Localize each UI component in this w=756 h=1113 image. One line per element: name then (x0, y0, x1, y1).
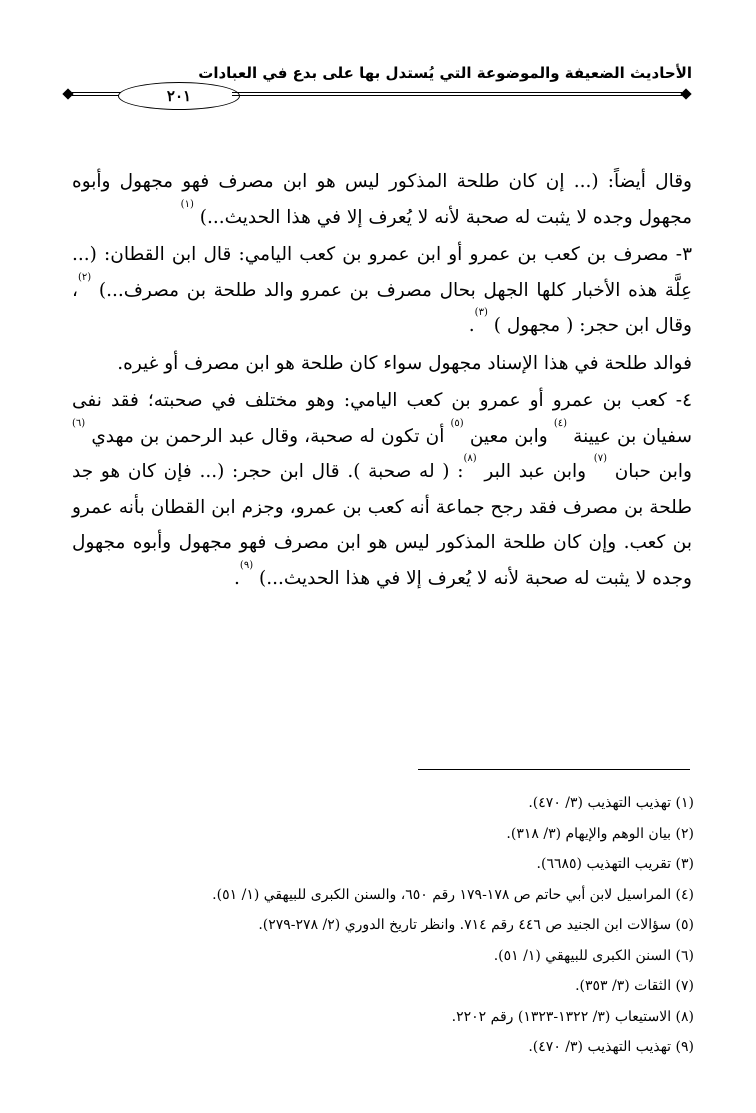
footnote-3: (٣) تقريب التهذيب (٦٦٨٥). (536, 856, 694, 872)
footnote-ref-1: (١) (180, 198, 194, 210)
paragraph-4-text-d: وابن حبان (614, 461, 692, 482)
footnote-8: (٨) الاستيعاب (٣/ ١٣٢٢-١٣٢٣) رقم ٢٢٠٢. (451, 1008, 694, 1025)
paragraph-1-text: وقال أيضاً: (... إن كان طلحة المذكور ليس هو ابن مصرف فهو مجهول وأبوه مجهول وجده لا يثبت له صحبة لأنه لا يُعرف إلا في هذا الحديث...) (72, 171, 692, 228)
footnote-separator (418, 769, 690, 770)
footnote-1: (١) تهذيب التهذيب (٣/ ٤٧٠). (528, 795, 694, 811)
paragraph-3: فوالد طلحة في هذا الإسناد مجهول سواء كان طلحة هو ابن مصرف أو غيره. (117, 352, 692, 374)
page-number: ٢٠١ (118, 82, 240, 110)
footnote-ref-7: (٧) (593, 453, 607, 464)
footnote-7: (٧) الثقات (٣/ ٣٥٣). (575, 978, 694, 994)
footnote-ref-5: (٥) (450, 417, 464, 429)
header-rule-right (232, 92, 682, 96)
footnote-ref-2: (٢) (77, 271, 92, 283)
paragraph-4 (72, 383, 692, 596)
footnote-ref-9: (٩) (239, 559, 254, 571)
paragraph-2-text-a: ٣- مصرف بن كعب بن عمرو أو ابن عمرو بن كعب اليامي: قال ابن القطان: (... عِلَّة هذه الأخبار كلها الجهل بحال مصرف بن عمرو والد طلحة بن مصرف...) (72, 244, 692, 301)
footnote-4: (٤) المراسيل لابن أبي حاتم ص ١٧٨-١٧٩ رقم ٦٥٠، والسنن الكبرى للبيهقي (١/ ٥١). (212, 886, 694, 903)
paragraph-4-text-a: ٤- كعب بن عمرو أو عمرو بن كعب اليامي: وهو مختلف في صحبته؛ فقد نفى سفيان بن عيينة (72, 390, 692, 447)
footnote-6: (٦) السنن الكبرى للبيهقي (١/ ٥١). (493, 947, 694, 964)
paragraph-4-text-e: وابن عبد البر (484, 461, 587, 482)
running-title: الأحاديث الضعيفة والموضوعة التي يُستدل بها على بدع في العبادات (198, 64, 692, 82)
diamond-ornament-right-icon (680, 88, 691, 99)
paragraph-4-text-c: أن تكون له صحبة، وقال عبد الرحمن بن مهدي (91, 425, 445, 447)
footnote-5: (٥) سؤالات ابن الجنيد ص ٤٤٦ رقم ٧١٤. وانظر تاريخ الدوري (٢/ ٢٧٨-٢٧٩). (258, 917, 694, 933)
paragraph-2-end: . (468, 315, 475, 336)
page-header (62, 64, 692, 104)
footnote-ref-4: (٤) (553, 417, 568, 429)
footnote-ref-8: (٨) (463, 453, 477, 464)
paragraph-4-text-f: : ( له صحبة ). قال ابن حجر: (... فإن كان هو جد طلحة بن مصرف فقد رجح جماعة أنه كعب بن عمرو، وجزم ابن القطان بأنه عمرو بن كعب. وإن كان طلحة المذكور ليس هو ابن مصرف فهو مجهول وأبوه مجهول وجده لا يثبت له صحبة لأنه لا يُعرف إلا في هذا الحديث...) (72, 461, 692, 589)
main-text (72, 164, 692, 596)
paragraph-4-text-b: وابن معين (469, 425, 548, 447)
paragraph-4-end: . (234, 567, 240, 589)
footnote-2: (٢) بيان الوهم والإيهام (٣/ ٣١٨). (506, 825, 694, 842)
footnote-ref-3: (٣) (474, 307, 488, 318)
footnotes (72, 788, 694, 1063)
paragraph-2 (72, 237, 692, 344)
footnote-ref-6: (٦) (72, 417, 86, 429)
footnote-9: (٩) تهذيب التهذيب (٣/ ٤٧٠). (528, 1039, 694, 1055)
paragraph-2-text-b: ، وقال ابن حجر: ( مجهول ) (72, 279, 692, 336)
paragraph-1 (72, 164, 692, 235)
